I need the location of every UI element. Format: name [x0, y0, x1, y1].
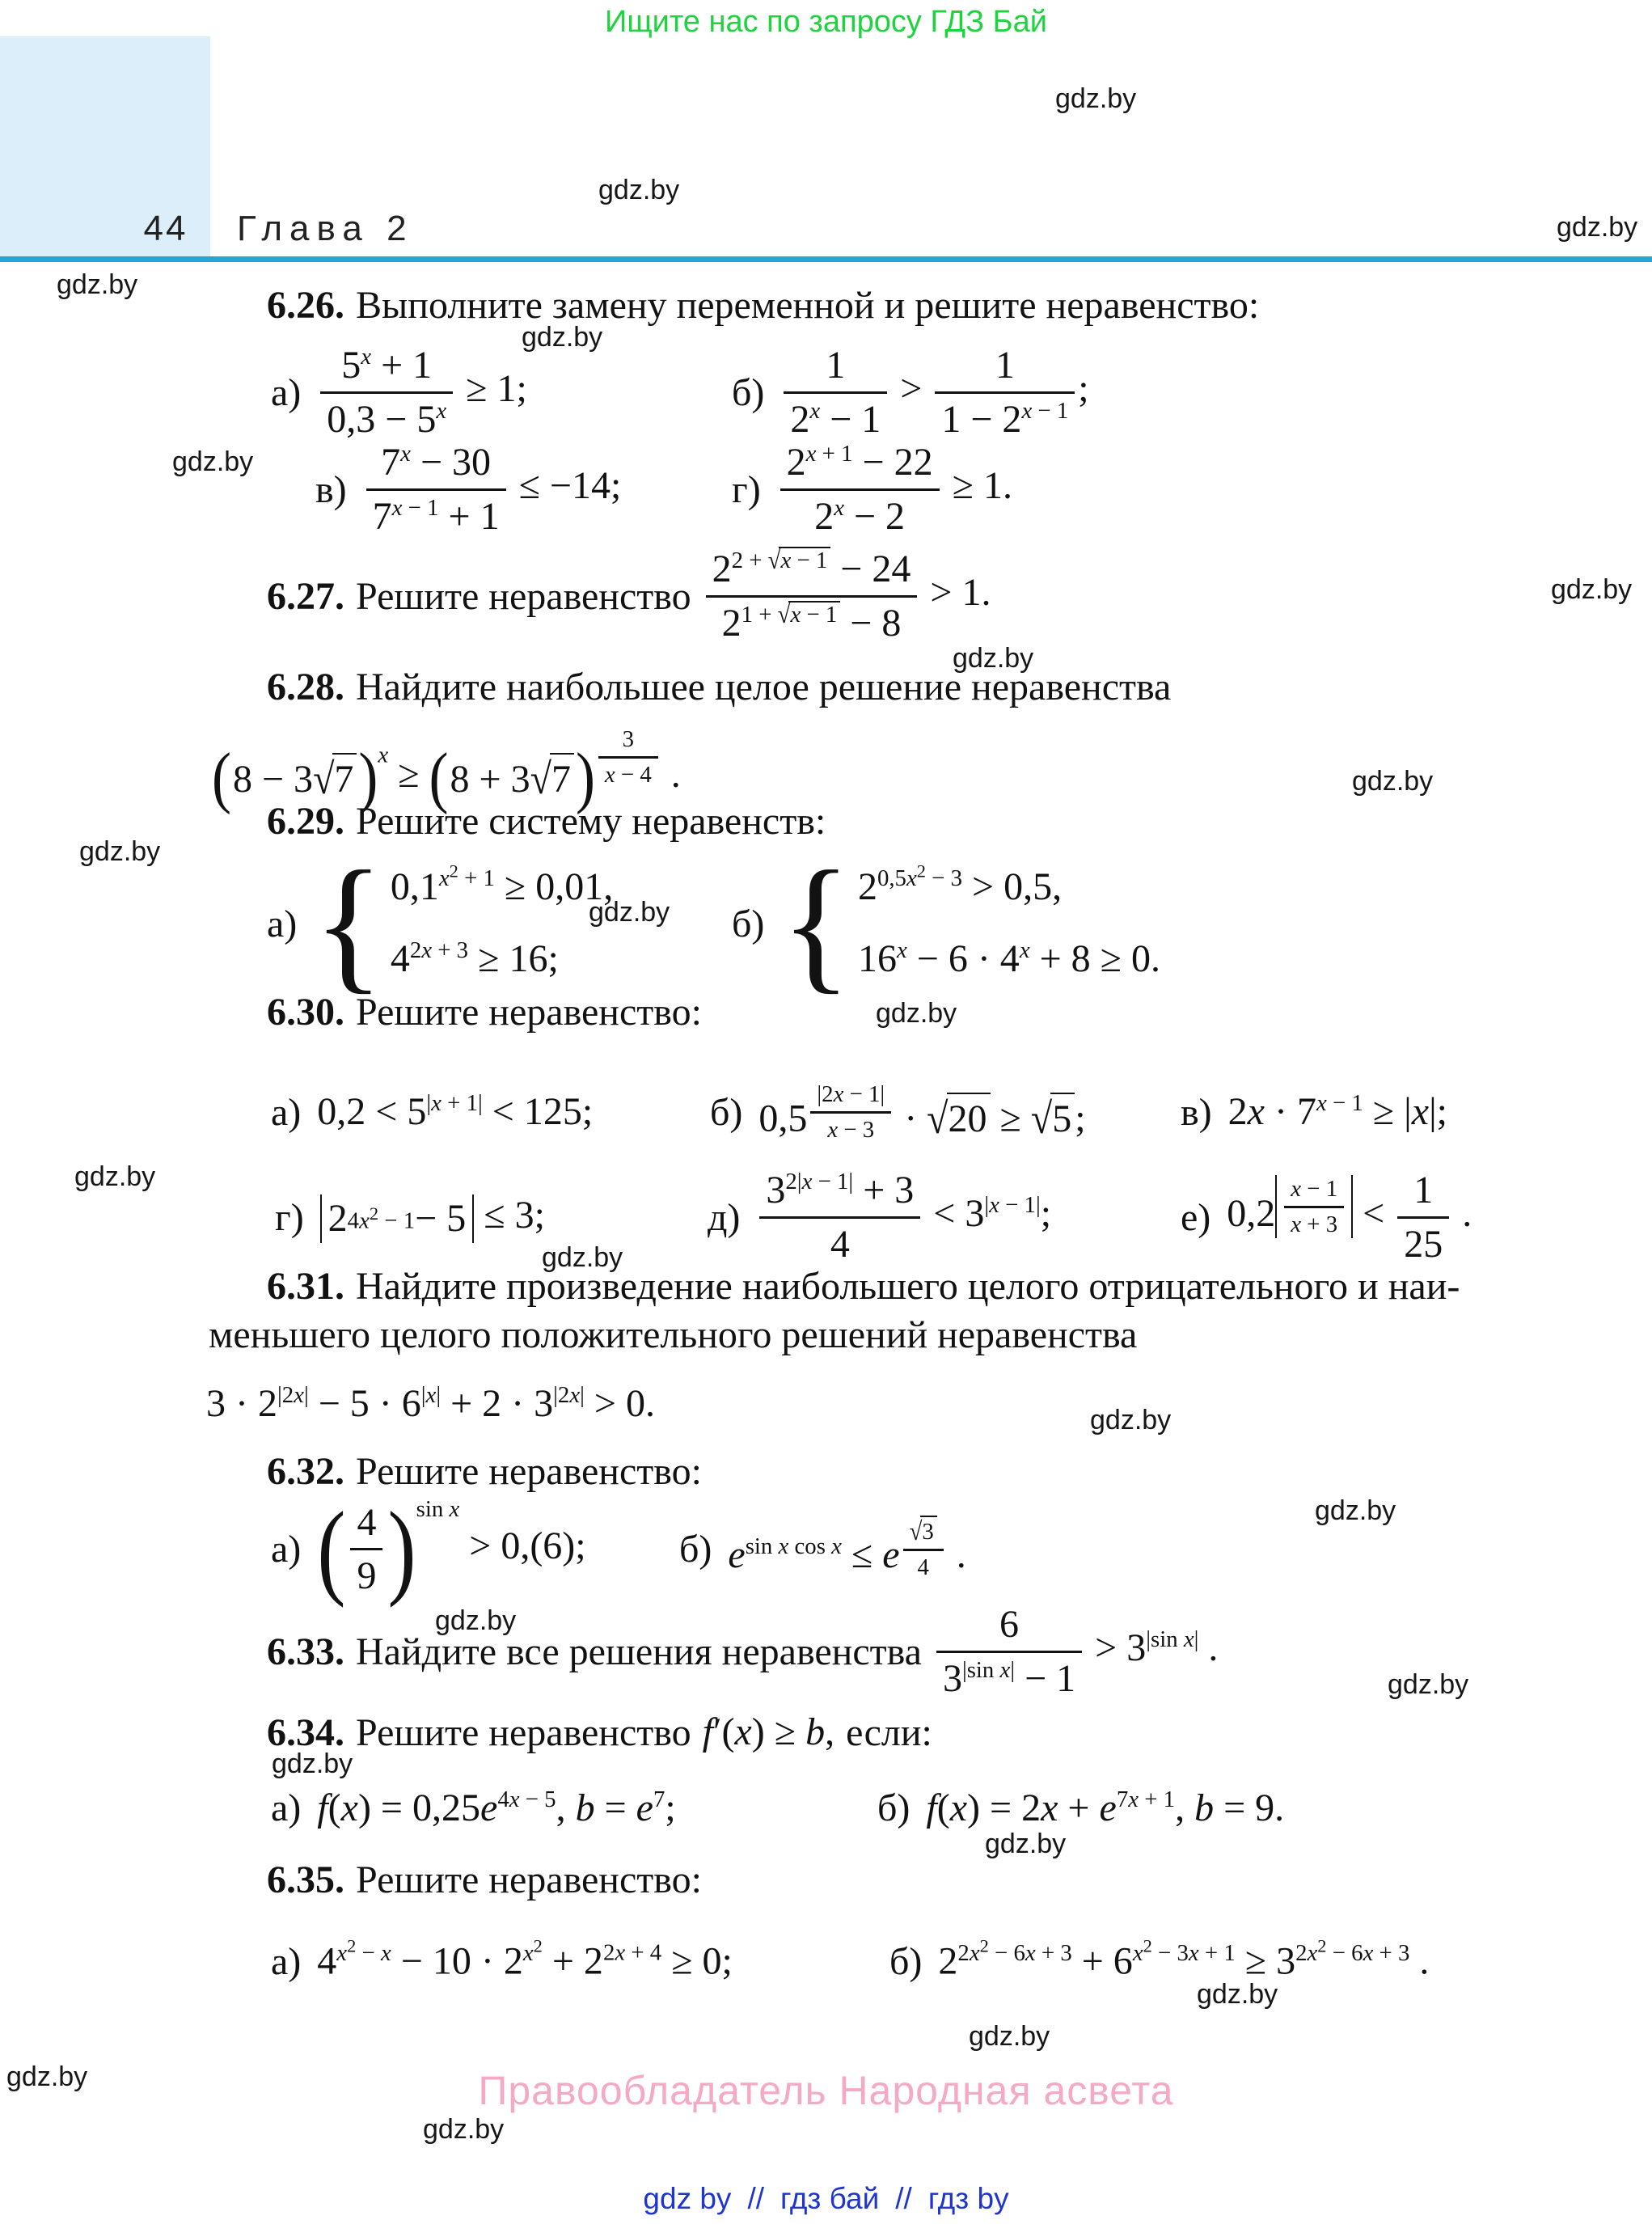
formula: { $0,1^{x^2 + 1} \ge 0,01$, $4^{2x + 3} \ge 16$;: [313, 839, 614, 1007]
item-6-35-b: [889, 1927, 1429, 1996]
exercise-number: 6.28.: [267, 666, 344, 708]
formula: ( 8 − 3√7 ) $^x$ ≥ ( 8 + 3√7 ) $^{\frac{3}{x - 4}}$ .: [212, 726, 681, 816]
item-label: а): [267, 902, 298, 945]
exercise-title: Решите неравенство: [356, 1710, 691, 1754]
formula: $0,2 < 5^{|x + 1|} < 125$;: [317, 1090, 594, 1133]
formula: 0,5 $^{\frac{|2x - 1|}{x - 3}}$ · √20 ≥ √5;: [758, 1080, 1086, 1143]
exercise-title: Выполните замену переменной и решите неравенство:: [356, 284, 1260, 327]
exercise-6-34-heading: [267, 1708, 944, 1757]
header-rule: [0, 256, 1652, 262]
item-label: а): [271, 1786, 302, 1829]
item-label: е): [1181, 1195, 1211, 1239]
formula: $\frac{1}{2^x - 1}$ > $\frac{1}{1 - 2^{x - 1}}$ ;: [780, 342, 1088, 442]
exercise-title: Найдите наибольшее целое решение неравенства: [356, 666, 1172, 708]
formula: $\frac{3^{2|x - 1|} + 3}{4}$ < $3^{|x - 1|}$;: [756, 1167, 1051, 1267]
formula: $f(x) = 2x + e^{7x + 1}$, b = 9.: [926, 1786, 1285, 1829]
exercise-number: 6.29.: [267, 800, 344, 843]
item-label: б): [877, 1786, 911, 1829]
exercise-number: 6.27.: [267, 575, 344, 618]
formula: $f(x) = 0,25e^{4x - 5}$, $b = e^7$;: [317, 1786, 676, 1829]
watermark: gdz.by: [6, 2061, 88, 2092]
exercise-title: Решите неравенство:: [356, 1858, 702, 1901]
watermark: gdz.by: [435, 1605, 517, 1636]
promo-banner: Ищите нас по запросу ГДЗ Бай: [605, 5, 1047, 39]
exercise-number: 6.33.: [267, 1630, 344, 1673]
formula-6-31: [206, 1373, 655, 1434]
item-label: б): [679, 1527, 712, 1571]
item-label: а): [271, 370, 302, 414]
watermark: gdz.by: [522, 322, 603, 353]
item-label: б): [710, 1090, 743, 1134]
item-label: б): [889, 1940, 923, 1983]
formula: $4^{x^2 - x} - 10 \cdot 2^{x^2} + 2^{2x + 4} \ge 0$;: [317, 1935, 733, 1983]
item-label: г): [275, 1195, 304, 1239]
watermark: gdz.by: [598, 175, 680, 205]
exercise-number: 6.34.: [267, 1710, 344, 1754]
watermark: gdz.by: [1352, 766, 1434, 797]
formula: $\frac{6}{3^{|sin x|} - 1}$ > $3^{|sin x|}$ .: [933, 1601, 1218, 1702]
formula: $\frac{5^x + 1}{0,3 - 5^x}$ ≥ 1;: [317, 342, 527, 442]
page-number: 44: [143, 209, 188, 248]
item-6-35-a: [271, 1927, 733, 1996]
exercise-title: Решите неравенство:: [356, 1450, 702, 1493]
exercise-6-26-heading: [267, 283, 1259, 328]
exercise-6-35-heading: [267, 1858, 702, 1902]
watermark: gdz.by: [57, 269, 138, 300]
item-label: б): [732, 370, 765, 414]
exercise-6-30-heading: [267, 990, 702, 1034]
watermark: gdz.by: [1197, 1979, 1278, 2010]
exercise-number: 6.26.: [267, 284, 344, 327]
exercise-number: 6.31.: [267, 1265, 344, 1308]
exercise-number: 6.30.: [267, 991, 344, 1034]
item-6-29-a: [267, 839, 613, 1008]
formula: $\frac{2^{2 + √x - 1} - 24}{2^{1 + √x - 1} - 8}$ > 1.: [703, 546, 991, 646]
item-label: в): [315, 467, 347, 511]
exercise-number: 6.35.: [267, 1858, 344, 1901]
exercise-title-line2: меньшего целого положительного решений неравенства: [209, 1313, 1138, 1356]
watermark: gdz.by: [1055, 83, 1137, 114]
formula: f′(x) ≥ b,: [702, 1710, 835, 1753]
exercise-6-27: [267, 526, 1002, 667]
watermark: gdz.by: [1388, 1669, 1469, 1700]
item-6-29-b: [732, 839, 1160, 1008]
watermark: gdz.by: [876, 998, 957, 1029]
watermark: gdz.by: [589, 897, 670, 928]
watermark: gdz.by: [423, 2114, 505, 2145]
footer-links: [0, 2182, 1652, 2216]
formula: $2x \cdot 7^{x - 1} \ge |x|$;: [1227, 1090, 1448, 1133]
formula: { $2^{0,5x^2 - 3} > 0,5$, $16^x - 6 \cdot 4^x + 8 \ge 0$.: [780, 839, 1161, 1007]
formula: $e^{sin x cos x} \le e$ $^{\frac{√3}{4}}$ .: [728, 1516, 965, 1581]
exercise-title-line1: Найдите произведение наибольшего целого отрицательного и наи-: [356, 1265, 1460, 1308]
exercise-title: Решите неравенство: [356, 575, 691, 618]
formula: $3 \cdot 2^{|2x|} - 5 \cdot 6^{|x|} + 2 \cdot 3^{|2x|} > 0$.: [206, 1381, 655, 1425]
watermark: gdz.by: [1557, 212, 1638, 243]
formula: $2^{2x^2 - 6x + 3} + 6^{x^2 - 3x + 1} \ge 3^{2x^2 - 6x + 3}$ .: [938, 1935, 1430, 1983]
item-label: а): [271, 1940, 302, 1983]
exercise-title: Решите неравенство:: [356, 991, 702, 1034]
watermark: gdz.by: [79, 836, 161, 867]
item-6-34-a: [271, 1782, 676, 1834]
formula: 2 $4x^2 - 1$ − 5 ≤ 3;: [320, 1191, 545, 1243]
watermark: gdz.by: [985, 1829, 1067, 1859]
item-label: д): [708, 1195, 741, 1239]
watermark: gdz.by: [272, 1748, 353, 1779]
formula: $\frac{2^{x + 1} - 22}{2^x - 2}$ ≥ 1.: [777, 439, 1012, 539]
watermark: gdz.by: [74, 1161, 156, 1192]
watermark: gdz.by: [1551, 574, 1633, 605]
link-separator: //: [895, 2182, 912, 2215]
exercise-6-29-heading: [267, 799, 826, 844]
watermark: gdz.by: [1090, 1405, 1172, 1435]
copyright-notice: Правообладатель Народная асвета: [478, 2068, 1174, 2113]
formula: 0,2 $^{\frac{x - 1}{x + 3}}$ < $\frac{1}{25}$ .: [1227, 1168, 1472, 1266]
item-label: а): [271, 1090, 302, 1134]
exercise-title: Решите систему неравенств:: [356, 800, 826, 843]
item-6-34-b: [877, 1782, 1284, 1834]
footer-link-gdz-by[interactable]: gdz by: [643, 2182, 732, 2215]
formula-6-28: [212, 718, 681, 816]
watermark: gdz.by: [542, 1242, 623, 1273]
item-label: г): [732, 467, 761, 511]
watermark: gdz.by: [1315, 1495, 1396, 1526]
watermark: gdz.by: [953, 643, 1034, 674]
watermark: gdz.by: [172, 446, 254, 477]
exercise-number: 6.32.: [267, 1450, 344, 1493]
footer-link-gdz-bai[interactable]: гдз бай: [780, 2182, 880, 2215]
formula: $\frac{7^x - 30}{7^{x - 1} + 1}$ ≤ −14;: [363, 439, 622, 539]
exercise-title: Найдите все решения неравенства: [356, 1630, 922, 1673]
exercise-6-31-heading-line2: [209, 1313, 1137, 1357]
footer-link-gdz-by-2[interactable]: гдз by: [927, 2182, 1009, 2215]
item-label: в): [1181, 1090, 1212, 1134]
formula: ( $\frac{4}{9}$ ) $^{sin x}$ > 0,(6);: [317, 1489, 586, 1609]
exercise-title-after: если:: [846, 1710, 932, 1754]
exercise-6-33: [267, 1585, 1229, 1719]
exercise-6-28-heading: [267, 665, 1171, 709]
watermark: gdz.by: [969, 2021, 1050, 2052]
link-separator: //: [747, 2182, 764, 2215]
exercise-6-31-heading: [267, 1264, 1460, 1309]
chapter-title: Глава 2: [237, 209, 414, 248]
item-label: б): [732, 902, 765, 945]
item-label: а): [271, 1527, 302, 1571]
